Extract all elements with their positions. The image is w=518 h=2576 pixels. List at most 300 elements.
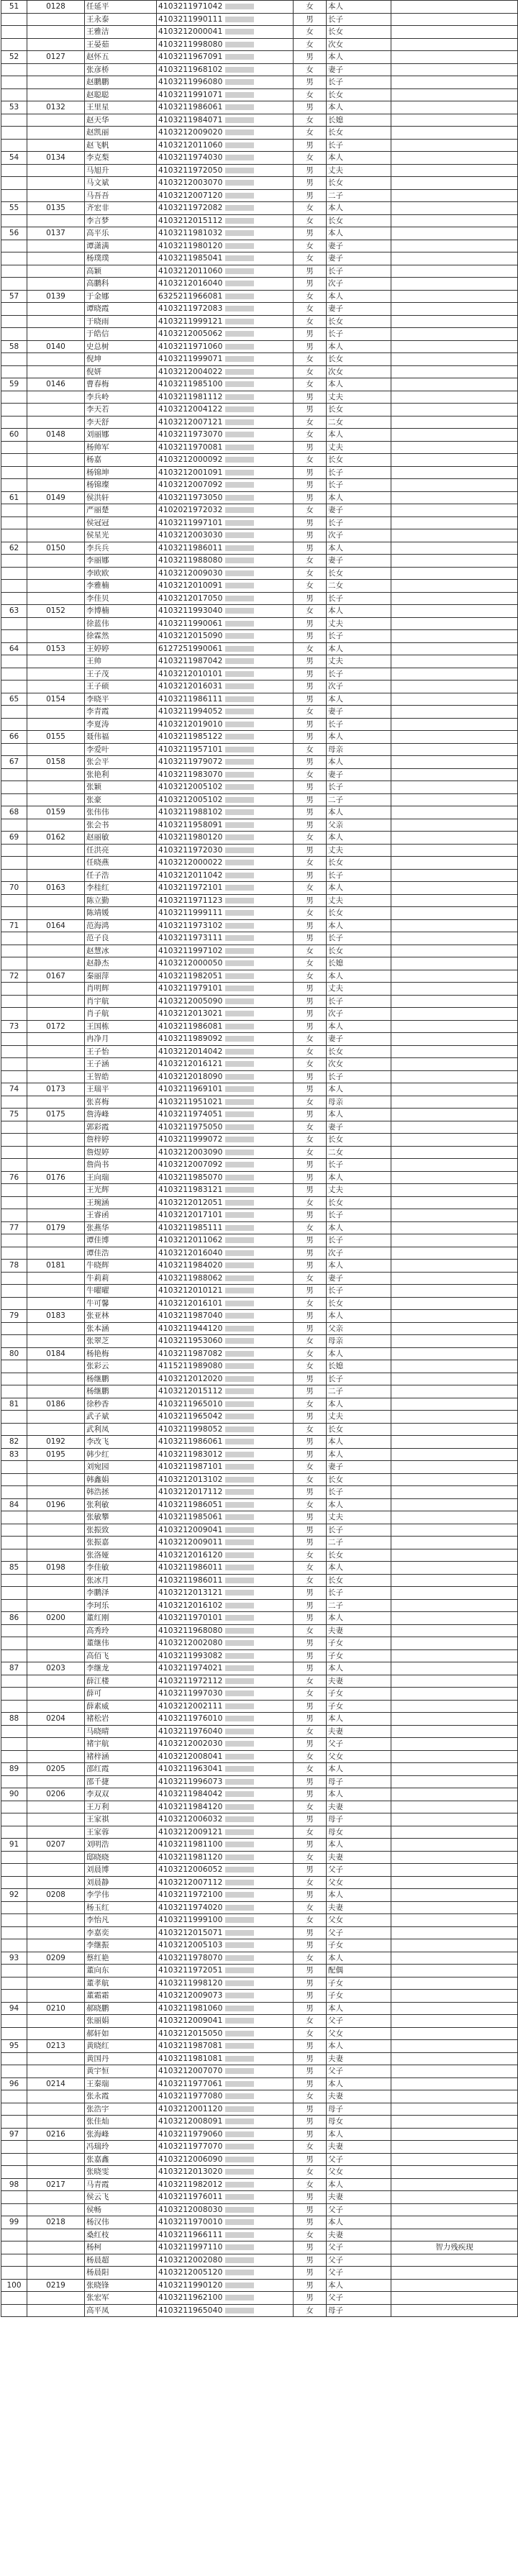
sex-cell — [294, 189, 327, 202]
relation-text: 配偶 — [328, 1966, 343, 1975]
relation-cell — [327, 2090, 391, 2103]
redaction-mask — [225, 1955, 254, 1961]
relation-cell — [327, 1939, 391, 1952]
sex-cell — [294, 416, 327, 429]
table-row — [1, 1914, 518, 1927]
sex-cell — [294, 466, 327, 479]
table-row — [1, 152, 518, 165]
member-name-text: 倪妍 — [86, 367, 101, 376]
relation-cell — [327, 63, 391, 76]
relation-cell — [327, 2052, 391, 2065]
household-index-cell — [1, 681, 27, 693]
household-code-text: 0149 — [46, 493, 65, 502]
id-number-cell — [157, 1713, 294, 1726]
id-number-cell — [157, 164, 294, 177]
sex-text: 男 — [306, 1714, 314, 1723]
id-number-cell — [157, 1209, 294, 1222]
household-code-cell — [27, 38, 85, 51]
relation-cell — [327, 2128, 391, 2141]
member-name-cell — [85, 1624, 157, 1637]
household-code-cell — [27, 1675, 85, 1688]
relation-text: 本人 — [328, 1563, 343, 1572]
member-name-cell — [85, 1096, 157, 1109]
id-number-text: 4103212014042 — [158, 1047, 223, 1056]
relation-cell — [327, 529, 391, 542]
table-row — [1, 970, 518, 983]
id-number-text: 4103211981032 — [158, 229, 223, 237]
id-number-cell — [157, 781, 294, 794]
member-name-cell — [85, 1977, 157, 1990]
id-number-text: 4103212016031 — [158, 682, 223, 691]
member-name-text: 徐霖然 — [86, 632, 109, 640]
note-cell — [391, 2191, 518, 2204]
relation-cell — [327, 1008, 391, 1021]
id-number-text: 4103211974030 — [158, 153, 223, 162]
relation-text: 母子 — [328, 1815, 343, 1824]
member-name-text: 李学伟 — [86, 1890, 109, 1899]
sex-cell — [294, 1977, 327, 1990]
household-index-cell — [1, 353, 27, 366]
relation-cell — [327, 832, 391, 845]
household-code-cell — [27, 51, 85, 64]
id-number-text: 4103212005103 — [158, 1941, 223, 1949]
sex-text: 女 — [306, 581, 314, 590]
id-number-text: 4103211951021 — [158, 1097, 223, 1106]
note-cell — [391, 1562, 518, 1575]
id-number-text: 4103212003090 — [158, 1147, 223, 1157]
id-number-text: 4103211994052 — [158, 707, 223, 716]
relation-text: 妻子 — [328, 770, 343, 779]
sex-text: 男 — [306, 191, 314, 200]
relation-text: 父子 — [328, 2154, 343, 2164]
redaction-mask — [225, 381, 254, 387]
member-name-cell — [85, 51, 157, 64]
redaction-mask — [225, 1967, 254, 1973]
household-index-cell — [1, 278, 27, 291]
sex-cell — [294, 2040, 327, 2053]
relation-cell — [327, 2203, 391, 2216]
relation-cell — [327, 642, 391, 655]
relation-cell — [327, 1713, 391, 1726]
relation-text: 长子 — [328, 870, 343, 880]
household-code-cell — [27, 555, 85, 568]
relation-cell — [327, 970, 391, 983]
redaction-mask — [225, 1816, 254, 1822]
id-number-cell — [157, 1058, 294, 1071]
household-code-text: 0218 — [46, 2218, 65, 2226]
relation-text: 丈夫 — [328, 392, 343, 401]
id-number-text: 4103211999121 — [158, 317, 223, 326]
relation-cell — [327, 1549, 391, 1562]
id-number-cell — [157, 1020, 294, 1033]
id-number-cell — [157, 1297, 294, 1310]
redaction-mask — [225, 2056, 254, 2062]
household-code-cell — [27, 1801, 85, 1813]
member-name-text: 杨璞璞 — [86, 254, 109, 263]
table-row — [1, 1398, 518, 1411]
household-code-text: 0192 — [46, 1437, 65, 1446]
household-index-cell — [1, 1801, 27, 1813]
member-name-text: 邸晓晓 — [86, 1852, 109, 1862]
relation-cell — [327, 668, 391, 681]
id-number-cell — [157, 819, 294, 832]
relation-text: 夫妻 — [328, 1676, 343, 1685]
note-cell — [391, 869, 518, 882]
relation-cell — [327, 177, 391, 190]
household-code-cell — [27, 353, 85, 366]
member-name-text: 张冰月 — [86, 1575, 109, 1585]
table-row — [1, 1700, 518, 1713]
member-name-text: 杨汉伟 — [86, 2218, 109, 2226]
note-cell — [391, 1008, 518, 1021]
household-index-cell — [1, 2077, 27, 2090]
member-name-text: 谭晓霞 — [86, 304, 109, 313]
note-cell — [391, 1020, 518, 1033]
note-cell — [391, 101, 518, 114]
table-row — [1, 1121, 518, 1134]
table-row — [1, 1977, 518, 1990]
household-index-cell — [1, 2116, 27, 2129]
member-name-cell — [85, 617, 157, 630]
relation-text: 夫妻 — [328, 1852, 343, 1862]
household-index-cell — [1, 2191, 27, 2204]
member-name-cell — [85, 1649, 157, 1662]
household-index-cell — [1, 240, 27, 252]
redaction-mask — [225, 1086, 254, 1092]
id-number-cell — [157, 1788, 294, 1801]
table-row — [1, 882, 518, 895]
relation-text: 长女 — [328, 1135, 343, 1144]
household-code-text: 0139 — [46, 291, 65, 301]
table-row — [1, 718, 518, 731]
member-name-cell — [85, 1196, 157, 1209]
redaction-mask — [225, 1665, 254, 1671]
household-index-cell — [1, 1587, 27, 1600]
member-name-text: 张海峰 — [86, 2129, 109, 2139]
relation-text: 长子 — [328, 1211, 343, 1219]
sex-cell — [294, 806, 327, 819]
sex-cell — [294, 1096, 327, 1109]
household-index-cell — [1, 1977, 27, 1990]
member-name-text: 刘丽娜 — [86, 430, 109, 439]
id-number-cell — [157, 1121, 294, 1134]
sex-text: 女 — [306, 2180, 314, 2189]
household-code-cell — [27, 617, 85, 630]
redaction-mask — [225, 1326, 254, 1332]
household-code-text: 0155 — [46, 732, 65, 741]
sex-cell — [294, 1033, 327, 1046]
member-name-text: 杨柯 — [86, 2243, 101, 2252]
sex-text: 女 — [306, 1765, 314, 1773]
member-name-cell — [85, 1385, 157, 1398]
sex-text: 女 — [306, 115, 314, 124]
relation-text: 父亲 — [328, 820, 343, 829]
id-number-cell — [157, 932, 294, 945]
member-name-cell — [85, 542, 157, 555]
relation-cell — [327, 1134, 391, 1147]
table-row — [1, 919, 518, 932]
id-number-cell — [157, 1562, 294, 1575]
member-name-text: 郝轩如 — [86, 2029, 109, 2038]
id-number-text: 4103211999111 — [158, 909, 223, 917]
household-code-cell — [27, 1008, 85, 1021]
household-index-text: 96 — [9, 2079, 19, 2088]
redaction-mask — [225, 1426, 254, 1432]
member-name-cell — [85, 567, 157, 580]
note-cell — [391, 1926, 518, 1939]
member-name-text: 董向东 — [86, 1966, 109, 1975]
relation-cell — [327, 945, 391, 957]
relation-text: 母女 — [328, 2117, 343, 2126]
id-number-cell — [157, 114, 294, 127]
sex-cell — [294, 101, 327, 114]
id-number-text: 4103211991071 — [158, 90, 223, 99]
sex-text: 男 — [306, 1815, 314, 1824]
sex-text: 女 — [306, 317, 314, 326]
relation-cell — [327, 26, 391, 39]
household-index-text: 57 — [9, 291, 19, 301]
member-name-text: 刘晨博 — [86, 1865, 109, 1874]
redaction-mask — [225, 230, 254, 236]
id-number-text: 4103211987081 — [158, 2042, 223, 2050]
relation-cell — [327, 278, 391, 291]
household-code-cell — [27, 781, 85, 794]
note-cell — [391, 1134, 518, 1147]
id-number-text: 4103211976040 — [158, 1726, 223, 1736]
member-name-text: 王光辉 — [86, 1185, 109, 1194]
note-cell — [391, 681, 518, 693]
id-number-cell — [157, 2254, 294, 2267]
table-row — [1, 768, 518, 781]
household-index-cell — [1, 1398, 27, 1411]
redaction-mask — [225, 1262, 254, 1268]
household-code-text: 0206 — [46, 1790, 65, 1798]
sex-text: 男 — [306, 1286, 314, 1295]
household-index-text: 98 — [9, 2180, 19, 2189]
household-code-cell — [27, 756, 85, 769]
member-name-text: 李佳贝 — [86, 593, 109, 603]
redaction-mask — [225, 772, 254, 778]
relation-cell — [327, 995, 391, 1008]
note-cell — [391, 2015, 518, 2028]
sex-text: 女 — [306, 216, 314, 225]
household-index-cell — [1, 1184, 27, 1197]
member-name-text: 李青霞 — [86, 707, 109, 716]
sex-text: 女 — [306, 833, 314, 842]
relation-text: 长子 — [328, 14, 343, 24]
id-number-text: 4103212016102 — [158, 1601, 223, 1610]
relation-text: 丈夫 — [328, 1412, 343, 1421]
sex-cell — [294, 1209, 327, 1222]
table-row — [1, 542, 518, 555]
note-cell — [391, 542, 518, 555]
id-number-cell — [157, 88, 294, 101]
id-number-cell — [157, 1990, 294, 2003]
id-number-cell — [157, 315, 294, 328]
note-cell — [391, 1725, 518, 1738]
relation-cell — [327, 1347, 391, 1360]
member-name-cell — [85, 1864, 157, 1877]
sex-cell — [294, 1146, 327, 1159]
sex-text: 女 — [306, 707, 314, 716]
relation-cell — [327, 1675, 391, 1688]
member-name-cell — [85, 1020, 157, 1033]
household-index-cell — [1, 2141, 27, 2154]
relation-cell — [327, 806, 391, 819]
redaction-mask — [225, 1099, 254, 1105]
relation-text: 丈夫 — [328, 896, 343, 905]
relation-cell — [327, 1537, 391, 1549]
table-row — [1, 1146, 518, 1159]
table-row — [1, 1511, 518, 1524]
id-number-text: 4103211958091 — [158, 820, 223, 829]
relation-text: 次女 — [328, 40, 343, 49]
household-index-cell — [1, 2166, 27, 2179]
note-cell — [391, 2279, 518, 2292]
table-row — [1, 945, 518, 957]
relation-text: 本人 — [328, 1664, 343, 1672]
note-cell — [391, 177, 518, 190]
household-index-cell — [1, 1260, 27, 1273]
id-number-cell — [157, 227, 294, 240]
household-code-cell — [27, 1096, 85, 1109]
note-cell — [391, 2254, 518, 2267]
id-number-cell — [157, 1486, 294, 1499]
member-name-cell — [85, 1322, 157, 1335]
sex-cell — [294, 630, 327, 643]
member-name-text: 牛晓辉 — [86, 1261, 109, 1270]
table-row — [1, 642, 518, 655]
relation-cell — [327, 2216, 391, 2229]
sex-text: 女 — [306, 1475, 314, 1484]
id-number-text: 4103212009041 — [158, 2016, 223, 2025]
member-name-text: 任洪亮 — [86, 845, 109, 855]
household-code-text: 0205 — [46, 1765, 65, 1773]
member-name-text: 杨晨阳 — [86, 2268, 109, 2277]
member-name-text: 李继振 — [86, 1941, 109, 1949]
id-number-cell — [157, 214, 294, 227]
household-code-cell — [27, 240, 85, 252]
redaction-mask — [225, 1124, 254, 1130]
relation-cell — [327, 378, 391, 391]
sex-text: 男 — [306, 543, 314, 552]
id-number-cell — [157, 1599, 294, 1612]
household-code-cell — [27, 1297, 85, 1310]
household-index-cell — [1, 1839, 27, 1852]
sex-cell — [294, 1851, 327, 1864]
relation-text: 母亲 — [328, 745, 343, 754]
sex-cell — [294, 668, 327, 681]
sex-text: 男 — [306, 2268, 314, 2277]
redaction-mask — [225, 998, 254, 1004]
note-cell — [391, 2116, 518, 2129]
table-row — [1, 1260, 518, 1273]
redaction-mask — [225, 1452, 254, 1457]
household-code-cell — [27, 1549, 85, 1562]
household-code-cell — [27, 1926, 85, 1939]
sex-cell — [294, 592, 327, 605]
household-index-cell — [1, 2103, 27, 2116]
member-name-text: 徐蓝伟 — [86, 619, 109, 628]
relation-text: 二子 — [328, 1538, 343, 1547]
household-index-text: 87 — [9, 1664, 19, 1672]
relation-text: 丈夫 — [328, 442, 343, 452]
member-name-text: 郝晓鹏 — [86, 2003, 109, 2013]
id-number-text: 4103212006090 — [158, 2154, 223, 2164]
id-number-text: 4103212001120 — [158, 2104, 223, 2113]
member-name-text: 黄国丹 — [86, 2054, 109, 2063]
relation-cell — [327, 1637, 391, 1650]
id-number-cell — [157, 1738, 294, 1751]
member-name-cell — [85, 1713, 157, 1726]
note-cell — [391, 1096, 518, 1109]
member-name-cell — [85, 1, 157, 14]
household-index-cell — [1, 466, 27, 479]
member-name-text: 秦丽萍 — [86, 971, 109, 980]
note-cell — [391, 429, 518, 442]
sex-cell — [294, 983, 327, 996]
id-number-text: 4103211981120 — [158, 1852, 223, 1862]
redaction-mask — [225, 1313, 254, 1319]
id-number-text: 4103212002111 — [158, 1701, 223, 1711]
table-row — [1, 227, 518, 240]
sex-text: 男 — [306, 1601, 314, 1610]
household-code-cell — [27, 378, 85, 391]
member-name-cell — [85, 290, 157, 303]
sex-text: 女 — [306, 909, 314, 917]
household-index-text: 79 — [9, 1311, 19, 1320]
sex-cell — [294, 2254, 327, 2267]
relation-text: 二子 — [328, 191, 343, 200]
sex-text: 男 — [306, 2293, 314, 2302]
redaction-mask — [225, 319, 254, 324]
id-number-text: 4103211979101 — [158, 984, 223, 993]
table-row — [1, 1385, 518, 1398]
table-row — [1, 315, 518, 328]
relation-cell — [327, 2242, 391, 2254]
redaction-mask — [225, 2308, 254, 2313]
household-index-cell — [1, 542, 27, 555]
household-code-text: 0140 — [46, 342, 65, 351]
household-index-cell — [1, 2027, 27, 2040]
relation-cell — [327, 2040, 391, 2053]
sex-cell — [294, 542, 327, 555]
member-name-cell — [85, 189, 157, 202]
id-number-cell — [157, 365, 294, 378]
household-index-cell — [1, 491, 27, 504]
member-name-cell — [85, 919, 157, 932]
household-index-cell — [1, 555, 27, 568]
household-index-cell — [1, 1096, 27, 1109]
member-name-text: 王家祺 — [86, 1815, 109, 1824]
relation-text: 本人 — [328, 2042, 343, 2050]
id-number-cell — [157, 378, 294, 391]
household-code-text: 0146 — [46, 380, 65, 388]
sex-cell — [294, 617, 327, 630]
relation-cell — [327, 265, 391, 278]
table-row — [1, 1926, 518, 1939]
note-cell — [391, 1045, 518, 1058]
sex-text: 男 — [306, 78, 314, 86]
id-number-text: 4103212013021 — [158, 1009, 223, 1018]
note-cell — [391, 668, 518, 681]
household-index-cell — [1, 2216, 27, 2229]
household-index-cell — [1, 1763, 27, 1776]
relation-cell — [327, 1322, 391, 1335]
relation-text: 夫妻 — [328, 2092, 343, 2101]
household-index-cell — [1, 152, 27, 165]
household-code-cell — [27, 2191, 85, 2204]
